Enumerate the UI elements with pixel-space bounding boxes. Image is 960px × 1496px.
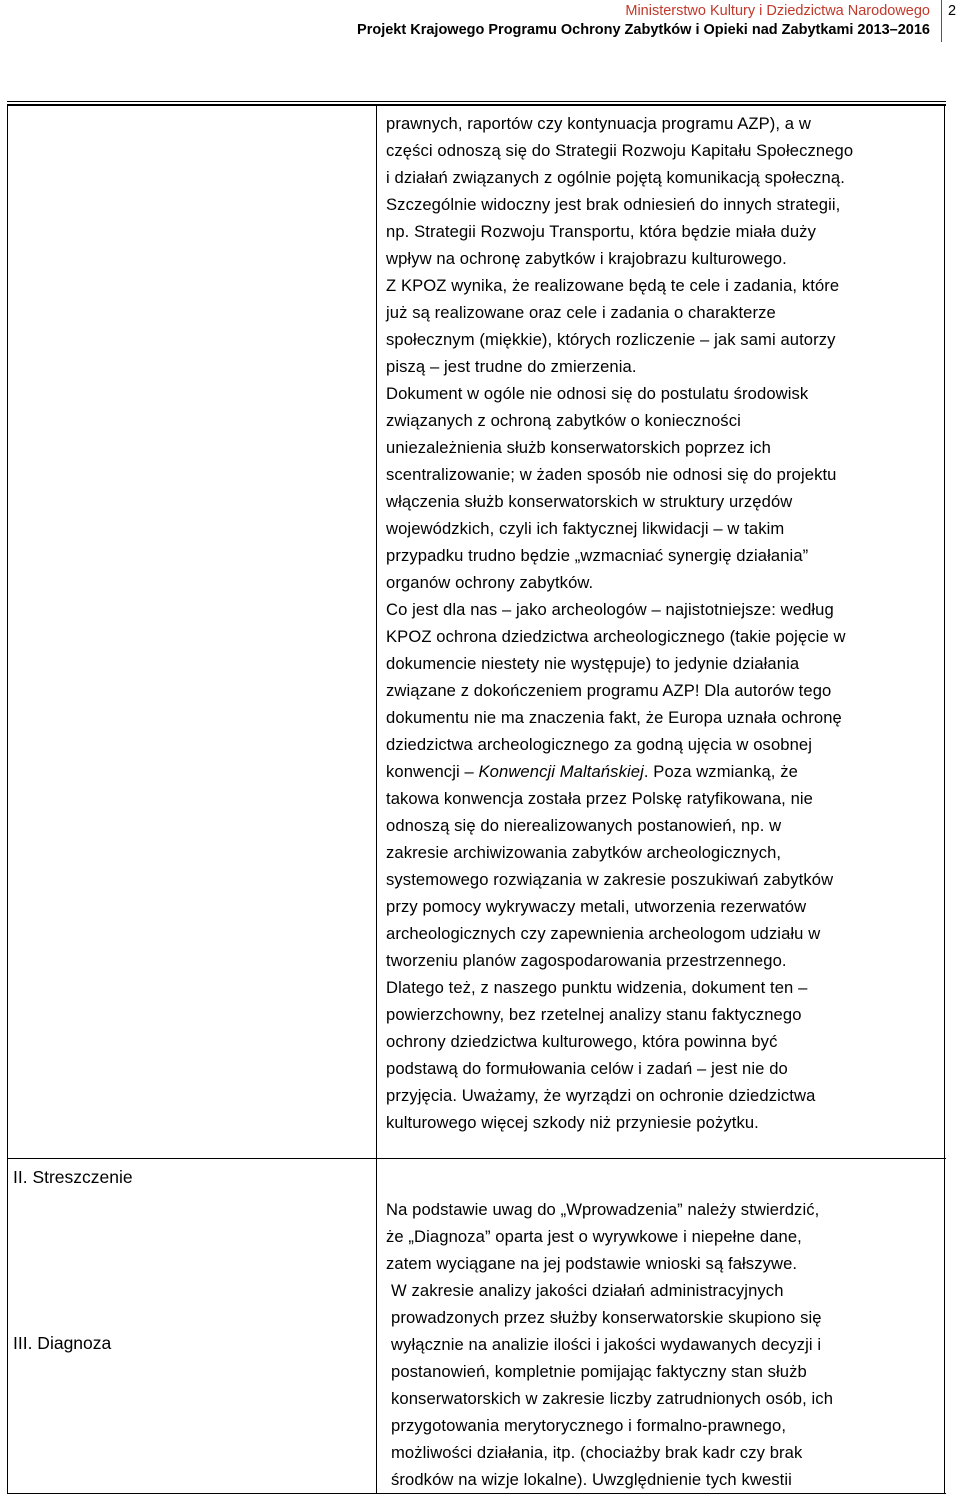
text-line: Na podstawie uwag do „Wprowadzenia” należy stwierdzić, — [386, 1200, 820, 1219]
text-line: prawnych, raportów czy kontynuacja programu AZP), a w — [386, 114, 811, 133]
text-line: prowadzonych przez służby konserwatorskie skupiono się — [391, 1308, 822, 1327]
text-line: społecznym (miękkie), których rozliczenie – jak sami autorzy — [386, 330, 836, 349]
text-line: zatem wyciągane na jej podstawie wnioski są fałszywe. — [386, 1254, 798, 1273]
konwencja-line — [386, 758, 938, 785]
text-line: Co jest dla nas – jako archeologów – najistotniejsze: według — [386, 600, 834, 619]
text-line: powierzchowny, bez rzetelnej analizy stanu faktycznego — [386, 1005, 802, 1024]
text-line: wpływ na ochronę zabytków i krajobrazu kulturowego. — [386, 249, 787, 268]
text-line: piszą – jest trudne do zmierzenia. — [386, 357, 637, 376]
row-label-diagnoza: III. Diagnoza — [13, 1333, 112, 1353]
table-top-border — [7, 101, 946, 102]
text-line: związane z dokończeniem programu AZP! Dla autorów tego — [386, 681, 832, 700]
text-line: kulturowego więcej szkody niż przyniesie pożytku. — [386, 1113, 759, 1132]
text-line: KPOZ ochrona dziedzictwa archeologicznego (takie pojęcie w — [386, 627, 846, 646]
text-line: włączenia służb konserwatorskich w struktury urzędów — [386, 492, 793, 511]
text-line: np. Strategii Rozwoju Transportu, która będzie miała duży — [386, 222, 816, 241]
text-line: podstawą do formułowania celów i zadań – jest nie do — [386, 1059, 788, 1078]
text-line: dokumencie niestety nie występuje) to jedynie działania — [386, 654, 800, 673]
top-cell-text — [386, 110, 938, 1136]
text-line: że „Diagnoza” oparta jest o wyrywkowe i niepełne dane, — [386, 1227, 802, 1246]
text-line: i działań związanych z ogólnie pojętą komunikacją społeczną. — [386, 168, 845, 187]
text-line: przy pomocy wykrywaczy metali, utworzenia rezerwatów — [386, 897, 807, 916]
text-line: Z KPOZ wynika, że realizowane będą te cele i zadania, które — [386, 276, 840, 295]
text-line: wyłącznie na analizie ilości i jakości wydawanych decyzji i — [391, 1335, 822, 1354]
header-project: Projekt Krajowego Programu Ochrony Zabytków i Opieki nad Zabytkami 2013–2016 — [357, 22, 930, 38]
header-divider — [941, 0, 942, 42]
text-line: organów ochrony zabytków. — [386, 573, 594, 592]
text-line: Szczególnie widoczny jest brak odniesień do innych strategii, — [386, 195, 841, 214]
text-line: ochrony dziedzictwa kulturowego, która powinna być — [386, 1032, 778, 1051]
text-line: przypadku trudno będzie „wzmacniać synergię działania” — [386, 546, 809, 565]
text-line: takowa konwencja została przez Polskę ratyfikowana, nie — [386, 789, 814, 808]
bottom-cell-text — [386, 1196, 938, 1493]
table-left-border — [7, 104, 8, 1494]
text-line: możliwości działania, itp. (chociażby brak kadr czy brak — [391, 1443, 803, 1462]
header-ministry: Ministerstwo Kultury i Dziedzictwa Narodowego — [625, 3, 930, 19]
text-line: konserwatorskich w zakresie liczby zatrudnionych osób, ich — [391, 1389, 834, 1408]
table-top-border-inner — [7, 104, 946, 106]
text-line: przygotowania merytorycznego i formalno-prawnego, — [391, 1416, 787, 1435]
row-label-streszczenie: II. Streszczenie — [13, 1167, 133, 1187]
text-line: postanowień, kompletnie pomijając faktyczny stan służb — [391, 1362, 807, 1381]
text-line: systemowego rozwiązania w zakresie poszukiwań zabytków — [386, 870, 834, 889]
text-line: zakresie archiwizowania zabytków archeologicznych, — [386, 843, 782, 862]
text-line: dokumentu nie ma znaczenia fakt, że Europa uznała ochronę — [386, 708, 842, 727]
text-line: wojewódzkich, czyli ich faktycznej likwidacji – w takim — [386, 519, 785, 538]
text-line: części odnoszą się do Strategii Rozwoju Kapitału Społecznego — [386, 141, 854, 160]
text-line: odnoszą się do nierealizowanych postanowień, np. w — [386, 816, 782, 835]
text-line: archeologicznych czy zapewnienia archeologom udziału w — [386, 924, 821, 943]
text-line: Dokument w ogóle nie odnosi się do postulatu środowisk — [386, 384, 809, 403]
text-line: przyjęcia. Uważamy, że wyrządzi on ochronie dziedzictwa — [386, 1086, 816, 1105]
page-number: 2 — [948, 3, 957, 19]
table-column-divider — [376, 104, 377, 1494]
text-line: Dlatego też, z naszego punktu widzenia, dokument ten – — [386, 978, 808, 997]
table-bottom-border — [7, 1493, 946, 1494]
table-row-divider — [7, 1158, 946, 1159]
text-line: już są realizowane oraz cele i zadania o charakterze — [386, 303, 776, 322]
konwencja-italic: Konwencji Maltańskiej — [478, 762, 644, 781]
text-line: tworzeniu planów zagospodarowania przestrzennego. — [386, 951, 787, 970]
table-right-border — [944, 104, 945, 1494]
text-line: środków na wizje lokalne). Uwzględnienie tych kwestii — [391, 1470, 792, 1489]
text-line: dziedzictwa archeologicznego za godną ujęcia w osobnej — [386, 735, 813, 754]
text-line: W zakresie analizy jakości działań administracyjnych — [391, 1281, 784, 1300]
text-line: scentralizowanie; w żaden sposób nie odnosi się do projektu — [386, 465, 837, 484]
konwencja-after: . Poza wzmianką, że — [643, 762, 798, 781]
text-line: uniezależnienia służb konserwatorskich poprzez ich — [386, 438, 772, 457]
text-line: związanych z ochroną zabytków o konieczności — [386, 411, 741, 430]
konwencja-before: konwencji – — [386, 762, 479, 781]
